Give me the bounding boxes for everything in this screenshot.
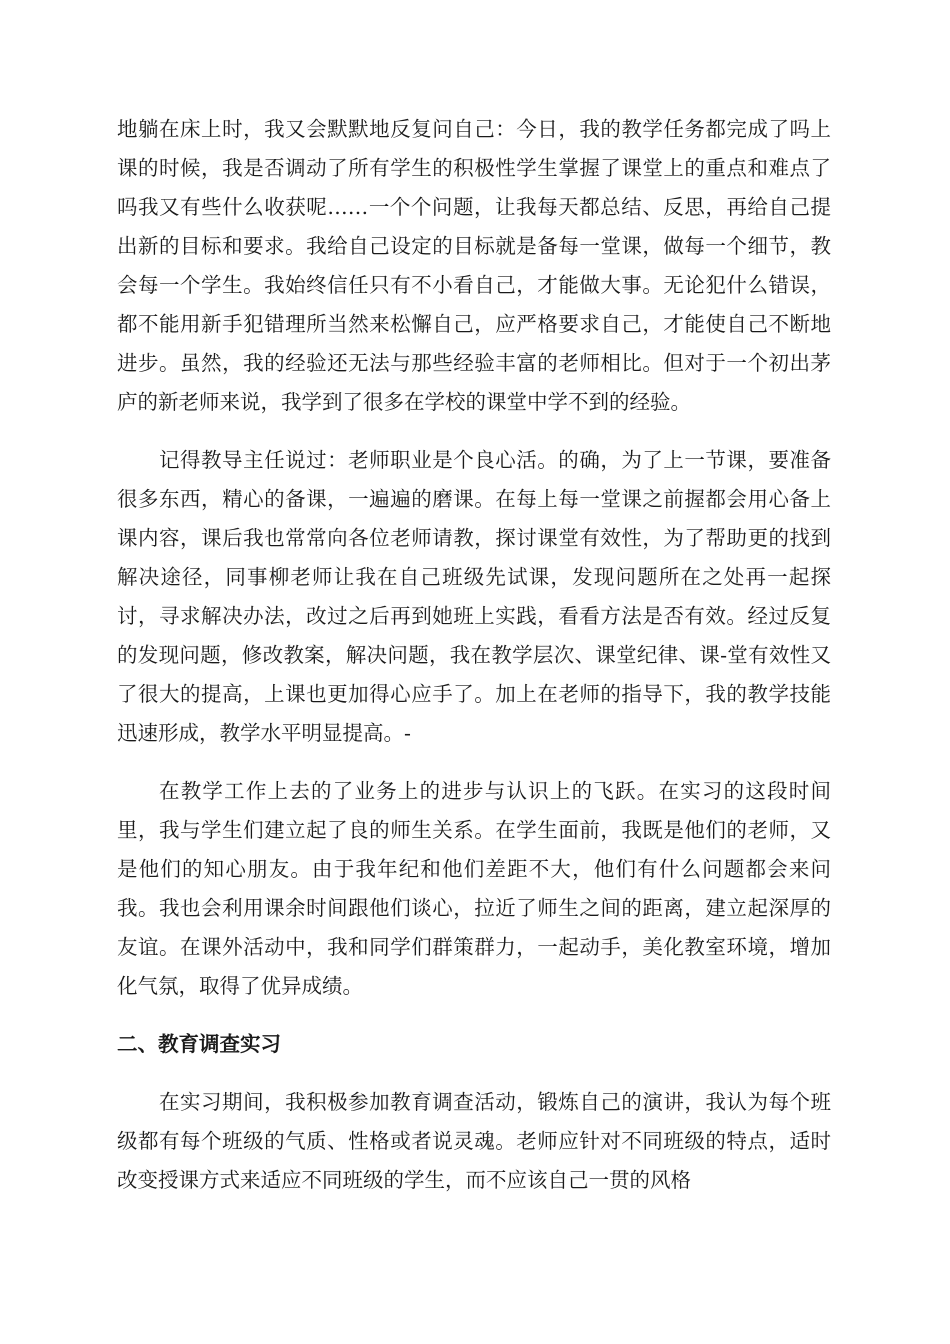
paragraph-continuation: 地躺在床上时，我又会默默地反复问自己：今日，我的教学任务都完成了吗上课的时候，我是否调动了所有学生的积极性学生掌握了课堂上的重点和难点了吗我又有些什么收获呢……一个个问题，让我每天都总结、反思，再给自己提出新的目标和要求。我给自己设定的目标就是备每一堂课，做每一个细节，教会每一个学生。我始终信任只有不小看自己，才能做大事。无论犯什么错误，都不能用新手犯错理所当然来松懈自己，应严格要求自己，才能使自己不断地进步。虽然，我的经验还无法与那些经验丰富的老师相比。但对于一个初出茅庐的新老师来说，我学到了很多在学校的课堂中学不到的经验。 [117,117,831,414]
paragraph-teacher-student-relations: 在教学工作上去的了业务上的进步与认识上的飞跃。在实习的这段时间里，我与学生们建立起了良的师生关系。在学生面前，我既是他们的老师，又是他们的知心朋友。由于我年纪和他们差距不大，他们有什么问题都会来问我。我也会利用课余时间跟他们谈心，拉近了师生之间的距离，建立起深厚的友谊。在课外活动中，我和同学们群策群力，一起动手，美化教室环境，增加化气氛，取得了优异成绩。 [117,779,831,998]
section-heading: 二、教育调查实习 [117,1032,281,1056]
paragraph-teaching-director: 记得教导主任说过：老师职业是个良心活。的确，为了上一节课，要准备很多东西，精心的备课，一遍遍的磨课。在每上每一堂课之前握都会用心备上课内容，课后我也常常向各位老师请教，探讨课堂有效性，为了帮助更的找到解决途径，同事柳老师让我在自己班级先试课，发现问题所在之处再一起探讨，寻求解决办法，改过之后再到她班上实践，看看方法是否有效。经过反复的发现问题，修改教案，解决问题，我在教学层次、课堂纪律、课-堂有效性又了很大的提高，上课也更加得心应手了。加上在老师的指导下，我的教学技能迅速形成，教学水平明显提高。- [117,448,831,745]
document-body [117,110,831,1219]
paragraph-education-survey: 在实习期间，我积极参加教育调查活动，锻炼自己的演讲，我认为每个班级都有每个班级的气质、性格或者说灵魂。老师应针对不同班级的特点，适时改变授课方式来适应不同班级的学生，而不应该自己一贯的风格 [117,1090,831,1192]
